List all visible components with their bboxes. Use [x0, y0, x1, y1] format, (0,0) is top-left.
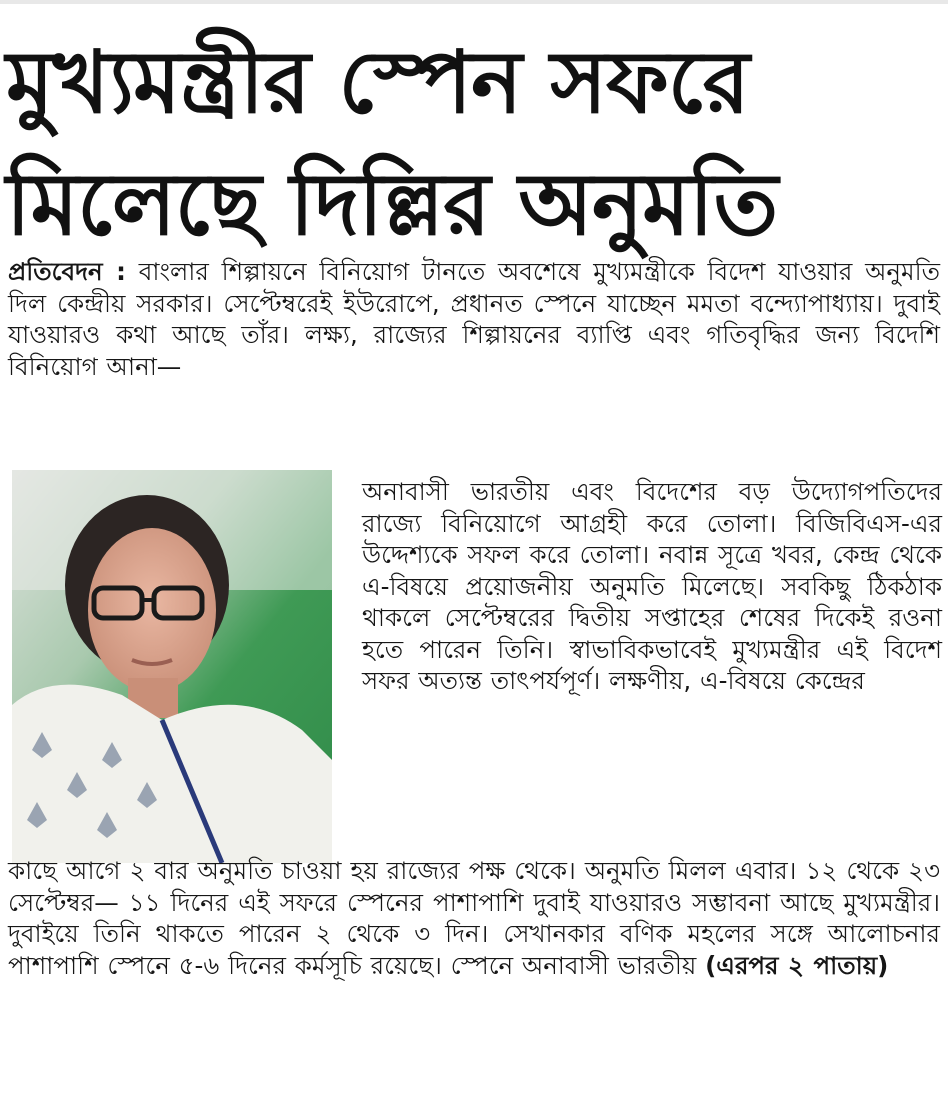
paragraph-1-text: বাংলার শিল্পায়নে বিনিয়োগ টানতে অবশেষে মুখ্যমন্ত্রীকে বিদেশ যাওয়ার অনুমতি দিল কেন্দ্রীয় সরকার। সেপ্টেম্বরেই ইউরোপে, প্রধানত স্পেনে যাচ্ছেন মমতা বন্দ্যোপাধ্যায়। দুবাই যাওয়ারও কথা আছে তাঁর। লক্ষ্য, রাজ্যের শিল্পায়নের ব্যাপ্তি এবং গতিবৃদ্ধির জন্য বিদেশি বিনিয়োগ আনা—: [8, 257, 940, 381]
byline: প্রতিবেদন :: [8, 257, 126, 286]
portrait-photo-illustration: [12, 470, 332, 863]
portrait-photo: [12, 470, 332, 863]
headline: [6, 22, 942, 266]
headline-line-1: মুখ্যমন্ত্রীর স্পেন সফরে: [6, 33, 749, 133]
article-paragraph-3: [8, 855, 940, 981]
page-top-rule: [0, 0, 948, 4]
paragraph-3-text: কাছে আগে ২ বার অনুমতি চাওয়া হয় রাজ্যের পক্ষ থেকে। অনুমতি মিলল এবার। ১২ থেকে ২৩ সেপ্টেম্বর— ১১ দিনের এই সফরে স্পেনের পাশাপাশি দুবাই যাওয়ারও সম্ভাবনা আছে মুখ্যমন্ত্রীর। দুবাইয়ে তিনি থাকতে পারেন ২ থেকে ৩ দিন। সেখানকার বণিক মহলের সঙ্গে আলোচনার পাশাপাশি স্পেনে ৫-৬ দিনের কর্মসূচি রয়েছে। স্পেনে অনাবাসী ভারতীয়: [8, 856, 940, 980]
headline-line-2: মিলেছে দিল্লির অনুমতি: [6, 155, 778, 255]
article-paragraph-1: [8, 256, 940, 382]
continued-note: (এরপর ২ পাতায়): [705, 950, 889, 980]
article-paragraph-2: অনাবাসী ভারতীয় এবং বিদেশের বড় উদ্যোগপতিদের রাজ্যে বিনিয়োগে আগ্রহী করে তোলা। বিজিবিএস-এর উদ্দেশ্যকে সফল করে তোলা। নবান্ন সূত্রে খবর, কেন্দ্র থেকে এ-বিষয়ে প্রয়োজনীয় অনুমতি মিলেছে। সবকিছু ঠিকঠাক থাকলে সেপ্টেম্বরের দ্বিতীয় সপ্তাহের শেষের দিকেই রওনা হতে পারেন তিনি। স্বাভাবিকভাবেই মুখ্যমন্ত্রীর এই বিদেশ সফর অত্যন্ত তাৎপর্যপূর্ণ। লক্ষণীয়, এ-বিষয়ে কেন্দ্রের: [362, 477, 942, 695]
